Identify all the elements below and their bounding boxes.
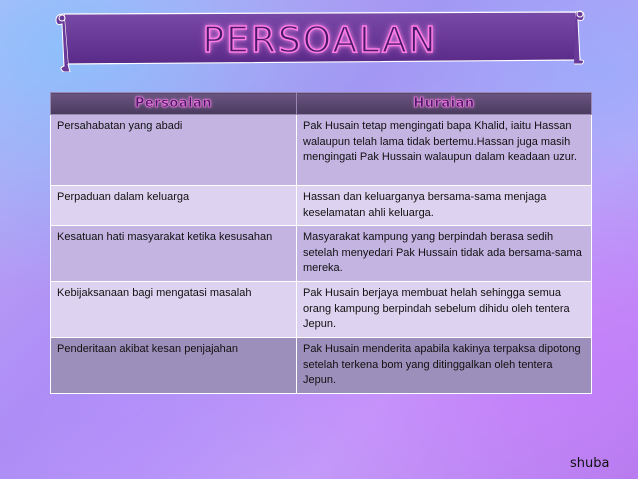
header-huraian: Huraian — [297, 93, 592, 115]
page-title: PERSOALAN — [202, 20, 438, 61]
cell-huraian: Masyarakat kampung yang berpindah berasa sedih setelah menyedari Pak Hussain tidak ada bersama-sama mereka. — [297, 226, 592, 282]
header-persoalan: Persoalan — [51, 93, 297, 115]
title-banner-scroll — [54, 8, 586, 72]
table-row — [51, 115, 592, 186]
cell-persoalan: Perpaduan dalam keluarga — [51, 186, 297, 226]
cell-persoalan: Kebijaksanaan bagi mengatasi masalah — [51, 282, 297, 338]
table-row — [51, 226, 592, 282]
author-label: shuba — [570, 456, 610, 471]
table-header-row — [51, 93, 592, 115]
table-row — [51, 186, 592, 226]
cell-huraian: Hassan dan keluarganya bersama-sama menjaga keselamatan ahli keluarga. — [297, 186, 592, 226]
table-row — [51, 282, 592, 338]
cell-huraian: Pak Husain tetap mengingati bapa Khalid, iaitu Hassan walaupun telah lama tidak bertemu.Hassan juga masih mengingati Pak Hussain walaupun dalam keadaan uzur. — [297, 115, 592, 186]
cell-huraian: Pak Husain menderita apabila kakinya terpaksa dipotong setelah terkena bom yang ditinggalkan oleh tentera Jepun. — [297, 338, 592, 394]
cell-persoalan: Kesatuan hati masyarakat ketika kesusahan — [51, 226, 297, 282]
persoalan-table — [50, 92, 592, 394]
cell-persoalan: Persahabatan yang abadi — [51, 115, 297, 186]
cell-persoalan: Penderitaan akibat kesan penjajahan — [51, 338, 297, 394]
table-row — [51, 338, 592, 394]
cell-huraian: Pak Husain berjaya membuat helah sehingga semua orang kampung berpindah sebelum dihidu oleh tentera Jepun. — [297, 282, 592, 338]
